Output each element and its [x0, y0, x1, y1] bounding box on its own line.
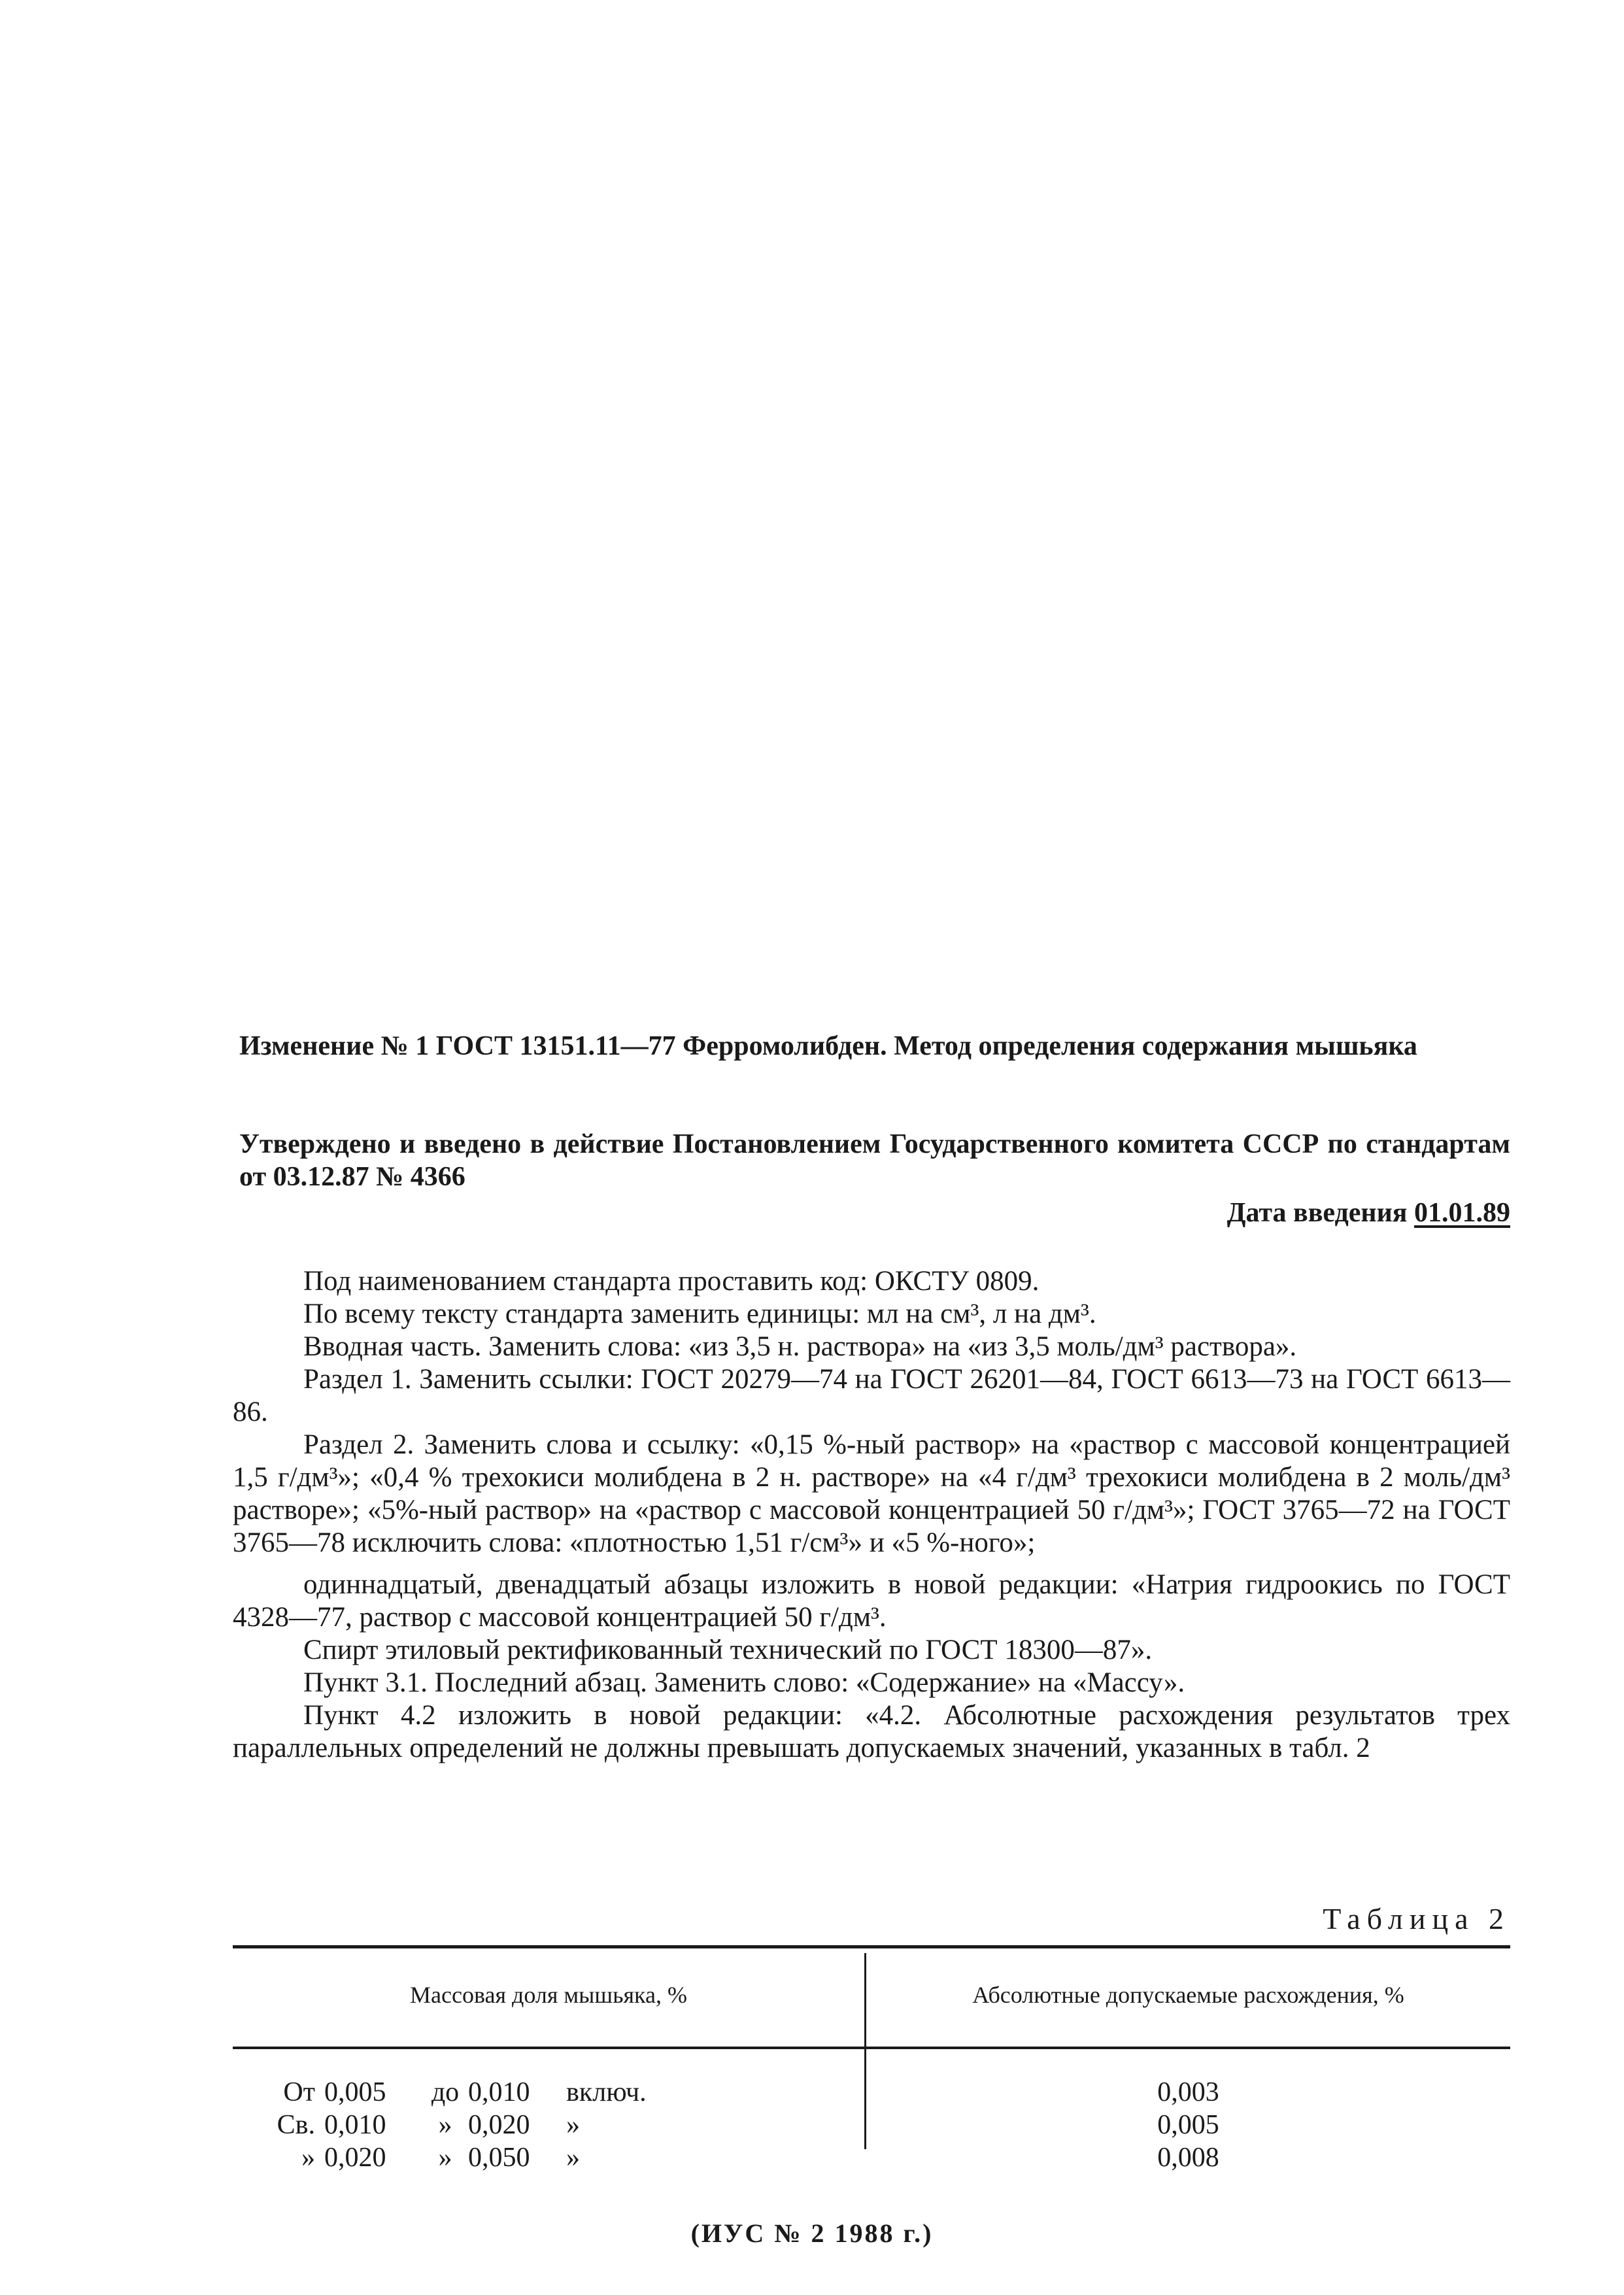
range-suffix: »	[566, 2110, 580, 2140]
range-prefix: »	[301, 2143, 315, 2173]
range-prefix: Св.	[277, 2110, 315, 2140]
range-to: 0,050	[468, 2143, 530, 2173]
paragraph: Вводная часть. Заменить слова: «из 3,5 н. раствора» на «из 3,5 моль/дм³ раствора».	[303, 1331, 1297, 1362]
table-header-rule	[233, 2047, 1510, 2049]
paragraph: Пункт 4.2 изложить в новой редакции: «4.2. Абсолютные расхождения результатов трех параллельных определений не должны превышать допускаемых значений, указанных в табл. 2	[233, 1700, 1510, 1763]
range-prefix: От	[283, 2077, 315, 2107]
table-row	[265, 2141, 854, 2174]
table-row	[265, 2109, 854, 2141]
tolerance-value: 0,005	[1157, 2110, 1219, 2140]
range-suffix: »	[566, 2143, 580, 2173]
amendment-title: Изменение № 1 ГОСТ 13151.11—77 Ферромолибден. Метод определения содержания мышьяка	[239, 1031, 1417, 1061]
table-row	[265, 2076, 854, 2109]
tolerance-value: 0,003	[1157, 2077, 1219, 2107]
paragraph: Спирт этиловый ректификованный технический по ГОСТ 18300—87».	[303, 1635, 1153, 1665]
intro-date-value: 01.01.89	[1414, 1198, 1510, 1228]
range-to: 0,010	[468, 2077, 530, 2107]
tolerance-table	[233, 1945, 1510, 2173]
table-header-arsenic-fraction: Массовая доля мышьяка, %	[410, 1982, 687, 2008]
table-header-tolerance: Абсолютные допускаемые расхождения, %	[972, 1982, 1404, 2008]
approval-statement: Утверждено и введено в действие Постановлением Государственного комитета СССР по стандартам от 03.12.87 № 4366	[239, 1129, 1510, 1192]
amendment-body	[233, 1265, 1510, 1765]
table-range-column	[265, 2076, 854, 2174]
paragraph: Под наименованием стандарта проставить код: ОКСТУ 0809.	[303, 1266, 1040, 1297]
publication-footer: (ИУС № 2 1988 г.)	[690, 2218, 934, 2248]
paragraph: По всему тексту стандарта заменить единицы: мл на см³, л на дм³.	[303, 1299, 1096, 1329]
range-separator: »	[438, 2110, 452, 2140]
paragraph: Раздел 1. Заменить ссылки: ГОСТ 20279—74 на ГОСТ 26201—84, ГОСТ 6613—73 на ГОСТ 6613—86.	[233, 1364, 1510, 1427]
range-suffix: включ.	[566, 2077, 647, 2107]
intro-date-label: Дата введения	[1226, 1198, 1408, 1228]
intro-date-line	[1227, 1197, 1510, 1229]
table-tolerance-column	[866, 2076, 1510, 2174]
range-from: 0,005	[324, 2077, 386, 2107]
range-to: 0,020	[468, 2110, 530, 2140]
tolerance-value: 0,008	[1157, 2143, 1219, 2173]
range-separator: »	[438, 2143, 452, 2173]
table-top-rule	[233, 1945, 1510, 1948]
paragraph: Раздел 2. Заменить слова и ссылку: «0,15 %-ный раствор» на «раствор с массовой концентрацией 1,5 г/дм³»; «0,4 % трехокиси молибдена в 2 н. растворе» на «4 г/дм³ трехокиси молибдена в 2 моль/дм³ растворе»; «5%-ный раствор» на «раствор с массовой концентрацией 50 г/дм³»; ГОСТ 3765—72 на ГОСТ 3765—78 исключить слова: «плотностью 1,51 г/см³» и «5 %-ного»;	[233, 1429, 1510, 1558]
range-from: 0,010	[324, 2110, 386, 2140]
range-from: 0,020	[324, 2143, 386, 2173]
paragraph: Пункт 3.1. Последний абзац. Заменить слово: «Содержание» на «Массу».	[303, 1667, 1185, 1698]
paragraph: одиннадцатый, двенадцатый абзацы изложить в новой редакции: «Натрия гидроокись по ГОСТ 4328—77, раствор с массовой концентрацией 50 г/дм³.	[233, 1569, 1510, 1633]
table-caption: Таблица 2	[1323, 1902, 1510, 1935]
range-separator: до	[431, 2077, 460, 2107]
